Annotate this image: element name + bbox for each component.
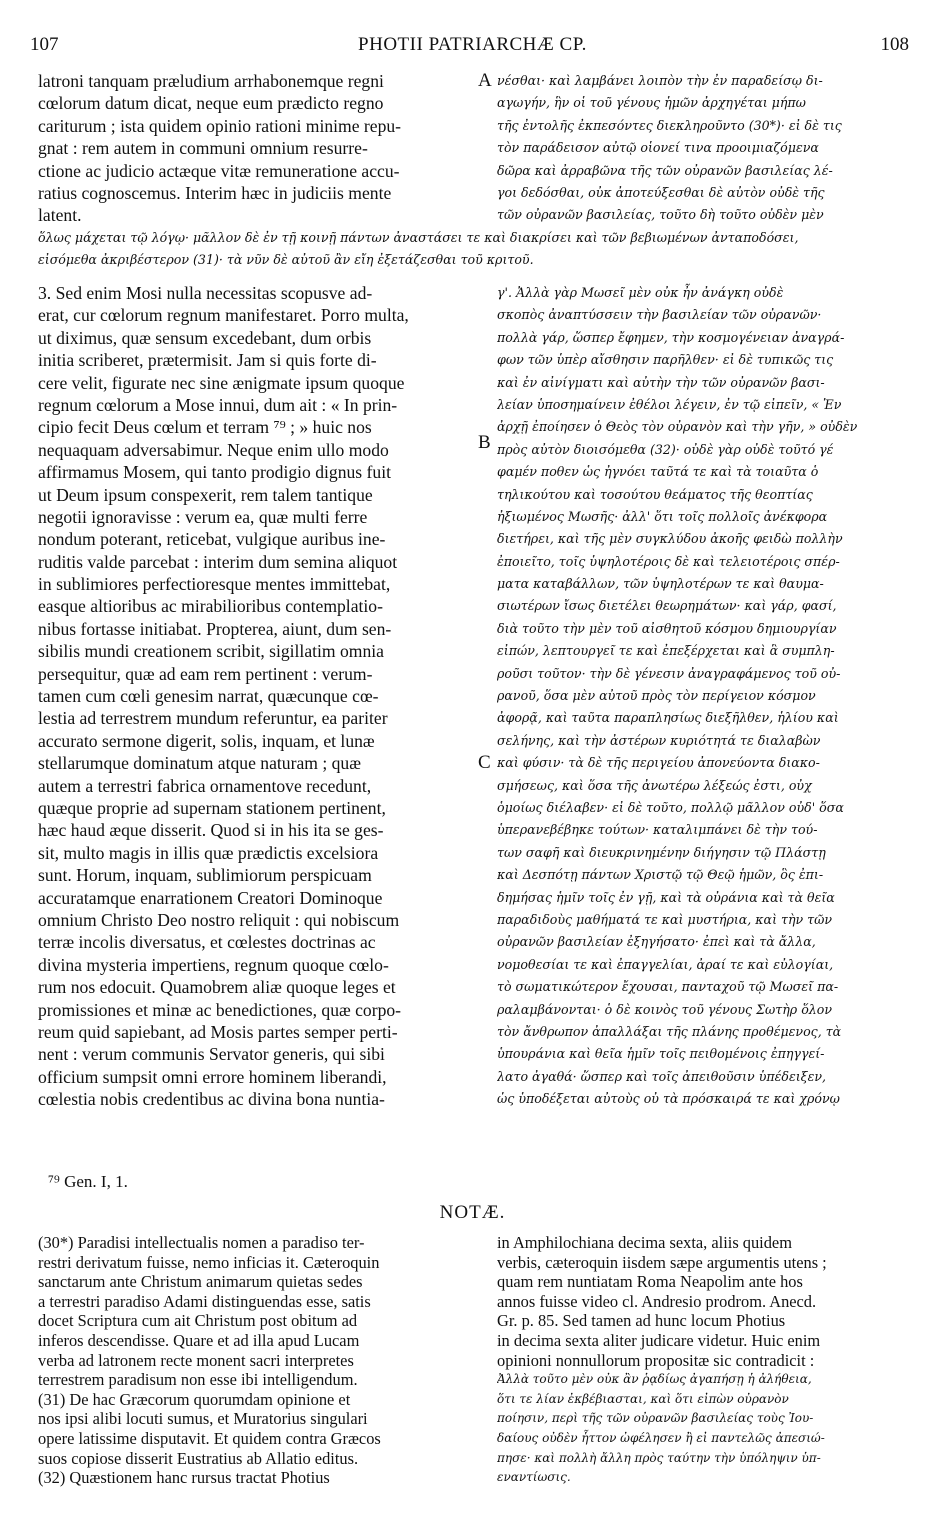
greek-line: ραλαμβάνονται· ὁ δὲ κοινὸς τοῦ γένους Σωτὴρ ὅλον [497,1001,833,1017]
note-line: quam rem nuntiatam Roma Neapolim ante hos [497,1272,803,1292]
latin-line: sit, multo magis in illis quæ prædictis excelsiora [38,842,379,863]
note-line: inferos descendisse. Quare et ad illa apud Lucam [38,1330,360,1350]
note-greek-line: ποίησιν, περὶ τῆς τῶν οὐρανῶν βασιλείας τοὺς Ἰου- [497,1411,814,1426]
note-line: verba ad latronem recte monent sacri interpretes [38,1350,354,1370]
notes-right-latin [497,1233,827,1370]
latin-line: cere velit, figurate nec sine ænigmate ipsum quoque [38,372,405,393]
latin-column-main [38,282,409,1110]
note-line: in decima sexta aliter judicare videtur. Huic enim [497,1330,821,1350]
latin-line: officium sumpsit omni errore hominem liberandi, [38,1066,387,1087]
note-line: opinioni nonnullorum propositæ sic contradicit : [497,1350,815,1370]
greek-line: νέσθαι· καὶ λαμβάνει λοιπὸν τὴν ἐν παραδείσῳ δι- [497,73,823,88]
greek-line: σκοπὸς ἀναπτύσσειν τὴν βασιλείαν τῶν οὐρανῶν· [497,307,822,323]
running-title: PHOTII PATRIARCHÆ CP. [358,34,587,55]
greek-line: ὑπερανεβέβηκε τούτων· καταλιμπάνει δὲ τὴν τού- [497,822,818,838]
greek-line: γοι δεδόσθαι, οὐκ ἀποτεύξεσθαι δὲ αὐτὸν οὐδὲ τῆς [497,184,825,200]
greek-line: ὅλως μάχεται τῷ λόγῳ· μᾶλλον δὲ ἐν τῇ κοινῇ πάντων ἀναστάσει τε καὶ διακρίσει καὶ τῶν βεβιωμένων ἀνταποδόσει, [38,230,799,245]
latin-line: reum quid sapiebant, ad Mosis partes semper perti- [38,1021,398,1042]
greek-line: ὡς ὑποδέξεται αὐτοὺς οὐ τὰ πρόσκαιρά τε καὶ χρόνῳ [497,1091,840,1107]
greek-line: ἐποιεῖτο, τοῖς ὑψηλοτέροις δὲ καὶ τελειοτέροις σπέρ- [497,553,840,569]
latin-line: nequaquam adversabimur. Neque enim ullo modo [38,439,389,460]
note-greek-line: δαίους οὐδὲν ἧττον ὠφέλησεν ἢ εἰ παντελῶς ἀπεσιώ- [497,1430,825,1445]
greek-line: εἰπών, λεπτουργεῖ τε καὶ ἐπεξέρχεται καὶ ἃ συμπλη- [497,643,835,659]
latin-line: omnium Christo Deo nostro reliquit : qui nobiscum [38,909,400,930]
latin-line: cariturum ; ista quidem opinio rationi minime repu- [38,115,402,136]
latin-line: autem a terrestri fabrica ornamentove recedunt, [38,775,372,796]
greek-line: φων τῶν ὑπὲρ αἴσθησιν παρῆλθεν· εἰ δὲ τυπικῶς τις [497,352,834,368]
latin-line: ut diximus, quæ sensum excedebant, dum orbis [38,327,372,348]
latin-line: sunt. Horum, inquam, sublimiorum perspicuam [38,865,372,886]
greek-line: οὐρανῶν βασιλείαν ἐξηγήσατο· ἐπεὶ καὶ τὰ ἄλλα, [497,934,816,950]
note-line: docet Scriptura cum ait Christum post obitum ad [38,1311,358,1331]
greek-line: σελήνης, καὶ τὴν ἀστέρων κυριότητά τε διαλαβὼν [497,732,821,748]
greek-line: τὸ σωματικώτερον ἔχουσαι, πανταχοῦ τῷ Μωσεῖ πα- [497,979,839,995]
greek-line: ματα καταβάλλων, τῶν ὑψηλοτέρων τε καὶ θαυμα- [497,576,824,592]
latin-line: rum nos edocuit. Quamobrem aliæ quoque leges et [38,977,396,998]
latin-line: nent : verum communis Servator generis, qui sibi [38,1044,385,1065]
latin-line: ctione ac judicio actæque vitæ remuneratione accu- [38,160,400,181]
greek-line: ἠξιωμένος Μωσῆς· ἀλλ' ὅτι τοῖς πολλοῖς ἀνέκφορα [497,508,828,524]
margin-marker-a: A [478,70,492,91]
notes-title: NOTÆ. [439,1202,506,1223]
margin-marker-b: B [478,432,491,453]
greek-line: τὸν παράδεισον αὐτῷ οἱονεί τινα προοιμιαζόμενα [497,140,819,156]
latin-line: nibus fortasse initiabat. Propterea, aiunt, dum sen- [38,618,392,639]
latin-line: ut Deum ipsum conspexerit, rem talem tantique [38,484,373,505]
greek-column-top [497,70,842,227]
latin-line: sibilis mundi creationem scribit, sigillatim omnia [38,641,384,662]
greek-column-main [497,282,857,1110]
note-greek-line: Ἀλλὰ τοῦτο μὲν οὐκ ἂν ῥᾳδίως ἀγαπήσῃ ἡ ἀλήθεια, [497,1372,812,1387]
notes-left-column [38,1233,381,1488]
greek-line: τηλικούτου καὶ τοσούτου θεάματος τῆς θεοπτίας [497,486,813,502]
latin-line: ratius cognoscemus. Interim hæc in judiciis mente [38,182,392,203]
greek-line: τὸν ἄνθρωπον ἀπαλλάξαι τῆς πλάνης προθέμενος, τὰ [497,1023,842,1039]
greek-line: καὶ ἐν αἰνίγματι καὶ αὐτὴν τὴν τῶν οὐρανῶν βασι- [497,374,825,390]
latin-line: tamen cum cœli genesim narrat, quæcunque cœ- [38,686,379,707]
greek-line: ἀφορᾷ, καὶ ταῦτα παραπλησίως διεξῆλθεν, ἡλίου καὶ [497,710,839,726]
latin-line: lestia ad terrestrem mundum referuntur, ea pariter [38,708,388,729]
note-greek-line: ὅτι τε λίαν ἐκβέβιασται, καὶ ὅτι εἰπὼν οὐρανὸν [497,1391,789,1406]
greek-line: φαμέν ποθεν ὡς ἠγνόει ταῦτά τε καὶ τὰ τοιαῦτα ὁ [497,464,819,480]
latin-line: ruditis valde parcebat : interim dum semina aliquot [38,551,398,572]
latin-line: easque altioribus ac mirabilioribus contemplatio- [38,596,383,617]
note-line: nos ipsi alibi locuti sumus, et Muratorius singulari [38,1409,368,1429]
latin-line: regnum cœlorum a Mose innui, dum ait : « In prin- [38,394,398,415]
latin-line: gnat : rem autem in communi omnium resurre- [38,138,368,159]
notes-right-column [497,1233,827,1488]
footnote: ⁷⁹ Gen. I, 1. [48,1172,128,1191]
greek-line: λείαν ὑποσημαίνειν ἐθέλοι λέγειν, ἐν τῷ εἰπεῖν, « Ἐν [497,396,842,412]
latin-line: negotii ignoravisse : verum ea, quæ multi ferre [38,506,368,527]
margin-marker-c: C [478,752,491,773]
latin-line: nondum poterant, reticebat, vulgique auribus ine- [38,529,386,550]
page-number-right: 108 [880,34,909,55]
latin-line: cœlestia nobis credentibus ac divina bona nuntia- [38,1089,385,1110]
note-line: (30*) Paradisi intellectualis nomen a paradiso ter- [38,1233,365,1252]
latin-line: erat, cur cœlorum regnum manifestaret. Porro multa, [38,305,409,326]
greek-line: διὰ τοῦτο τὴν μὲν τοῦ αἰσθητοῦ κόσμου δημιουργίαν [497,620,837,636]
greek-line: δημήσας ἡμῖν τοῖς ἐν γῇ, καὶ τὰ οὐράνια καὶ τὰ θεῖα [497,889,835,905]
latin-line: latroni tanquam præludium arrhabonemque regni [38,71,384,91]
greek-line: ρανοῦ, ὅσα μὲν αὐτοῦ πρὸς τὸν περίγειον κόσμον [497,688,816,704]
latin-line: accuratamque enarrationem Creatori Dominoque [38,887,383,908]
greek-line: τῶν οὐρανῶν βασιλείας, τοῦτο δὴ τοῦτο οὐδὲν μὲν [497,207,824,223]
note-line: (32) Quæstionem hanc rursus tractat Photius [38,1468,330,1488]
latin-line: promissiones et minæ ac benedictiones, quæ corpo- [38,999,402,1020]
latin-line: 3. Sed enim Mosi nulla necessitas scopusve ad- [38,283,373,303]
note-line: (31) De hac Græcorum quorumdam opinione et [38,1389,351,1409]
note-line: opere latissime disputavit. Et quidem contra Græcos [38,1428,381,1448]
note-line: sanctarum ante Christum animarum quietas sedes [38,1272,363,1292]
latin-line: in sublimiores perfectioresque mentes immittebat, [38,574,391,595]
latin-line: persequitur, quæ ad eam rem pertinent : verum- [38,663,373,684]
note-line: verbis, cæteroquin iisdem sæpe argumentis utens ; [497,1252,827,1272]
latin-line: quæque proprie ad supernam stationem pertinent, [38,797,386,818]
greek-line: πολλὰ γάρ, ὥσπερ ἔφημεν, τὴν κοσμογένειαν ἀναγρά- [497,329,845,345]
greek-line: των σαφῆ καὶ διευκρινημένην διήγησιν τῷ Πλάστῃ [497,844,826,860]
note-line: suos copiose disserit Eustratius ab Allatio editus. [38,1448,359,1468]
note-line: annos fuisse video cl. Andresio prodrom. Anecd. [497,1291,817,1311]
greek-line: σμήσεως, καὶ ὅσα τῆς ἀνωτέρω λέξεώς ἐστι, οὐχ [497,777,812,793]
latin-column-top [38,70,401,227]
greek-line: λατο ἀγαθά· ὥσπερ καὶ τοῖς ἀπειθοῦσιν ὑπέδειξεν, [497,1068,827,1084]
greek-line: τῆς ἐντολῆς ἐκπεσόντες διεκληροῦντο (30*)· εἰ δὲ τις [497,117,842,133]
greek-line: νομοθεσίαι τε καὶ ἐπαγγελίαι, ἀραί τε καὶ εὐλογίαι, [497,956,834,972]
greek-line: δῶρα καὶ ἀρραβῶνα τῆς τῶν οὐρανῶν βασιλείας λέ- [497,162,833,178]
note-line: terrestrem paradisum non esse ibi intelligendum. [38,1370,358,1390]
latin-line: divina mysteria impertiens, regnum quoque cœlo- [38,954,389,975]
greek-line: καὶ φύσιν· τὰ δὲ τῆς περιγείου ἀπονεύοντα διακο- [497,755,820,771]
note-line: restri derivatum fuisse, nemo inficias it. Cæteroquin [38,1252,380,1272]
greek-line: διετήρει, καὶ τῆς μὲν συγκλύδου ἀκοῆς φειδὼ πολλὴν [497,531,843,547]
latin-line: affirmamus Mosem, qui tanto prodigio dignus fuit [38,462,391,483]
greek-line: ἀρχῇ ἐποίησεν ὁ Θεὸς τὸν οὐρανὸν καὶ τὴν γῆν, » οὐδὲν [497,419,858,435]
greek-line: εἰσόμεθα ἀκριβέστερον (31)· τὰ νῦν δὲ αὐτοῦ ἂν εἴη ἐξετάζεσθαι τοῦ κριτοῦ. [38,252,534,268]
greek-full-width-block [38,227,798,272]
greek-line: καὶ Δεσπότῃ πάντων Χριστῷ τῷ Θεῷ ἡμῶν, ὃς ἐπι- [497,867,824,883]
latin-line: terræ incolis diversatus, et cœlestes doctrinas ac [38,932,376,953]
latin-line: accurato sermone digerit, solis, inquam, et lunæ [38,730,375,751]
greek-line: ροῦσι τοῦτον· τὴν δὲ γένεσιν ἀναγραφάμενος τοῦ οὐ- [497,665,841,681]
latin-line: cipio fecit Deus cœlum et terram ⁷⁹ ; » huic nos [38,417,372,438]
greek-line: παραδιδοὺς μαθήματά τε καὶ μυστήρια, καὶ τὴν τῶν [497,911,833,927]
greek-line: γ'. Ἀλλὰ γὰρ Μωσεῖ μὲν οὐκ ἦν ἀνάγκη οὐδὲ [497,285,784,300]
greek-line: ὑπουράνια καὶ θεῖα ἡμῖν τοῖς πειθομένοις ἐπηγγεί- [497,1046,825,1062]
greek-line: σιωτέρων ἴσως διετέλει θεωρημάτων· καὶ γάρ, φασί, [497,598,837,614]
note-greek-line: πησε· καὶ πολλὴ ἄλλη πρὸς ταύτην τὴν ὑπόληψιν ὑπ- [497,1450,821,1465]
latin-line: initia scriberet, prætermisit. Jam si quis forte di- [38,350,377,371]
greek-line: ὁμοίως διέλαβεν· εἰ δὲ τοῦτο, πολλῷ μᾶλλον οὐδ' ὅσα [497,799,844,815]
note-greek-line: εναντίωσις. [497,1470,571,1485]
latin-line: hæc haud æque disserit. Quod si in his ita se ges- [38,820,384,841]
note-line: in Amphilochiana decima sexta, aliis quidem [497,1233,792,1252]
greek-line: αγωγήν, ἣν οἱ τοῦ γένους ἡμῶν ἀρχηγέται μήπω [497,95,806,111]
page-number-left: 107 [30,34,59,55]
latin-line: cœlorum datum dicat, neque eum prædicto regno [38,93,384,114]
latin-line: stellarumque dominatum atque naturam ; quæ [38,753,361,774]
latin-line: latent. [38,205,82,226]
greek-line: πρὸς αὐτὸν διοισόμεθα (32)· οὐδὲ γὰρ οὐδὲ τοῦτό γέ [497,441,834,457]
note-line: a terrestri paradiso Adami distinguendas esse, satis [38,1291,371,1311]
notes-right-greek [497,1370,827,1488]
note-line: Gr. p. 85. Sed tamen ad hunc locum Photius [497,1311,786,1331]
